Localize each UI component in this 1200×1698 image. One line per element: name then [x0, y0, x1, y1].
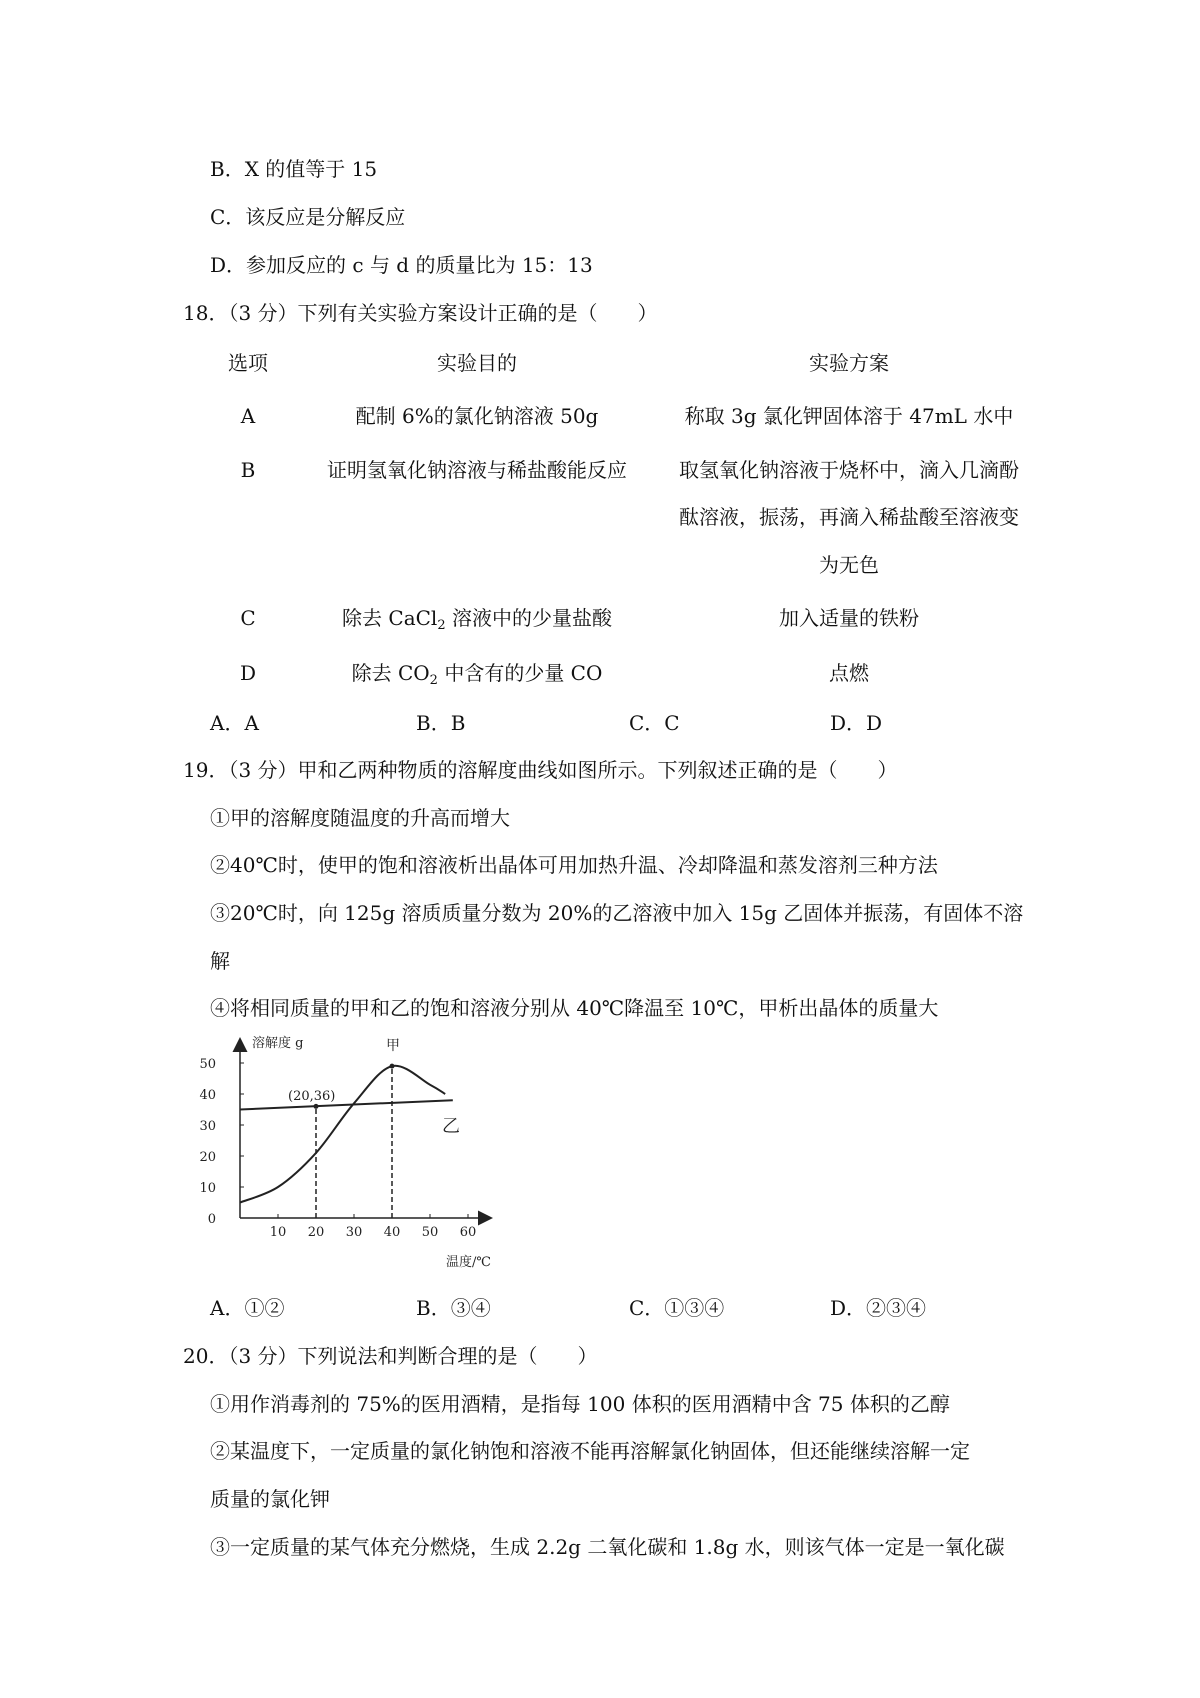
- row-b-plan-2: 酞溶液，振荡，再滴入稀盐酸至溶液变: [679, 505, 1019, 529]
- y-tick-label: 40: [199, 1088, 216, 1103]
- subscript: 2: [437, 618, 446, 633]
- q20-statement-3: ③一定质量的某气体充分燃烧，生成 2.2g 二氧化碳和 1.8g 水，则该气体一定是一氧化碳: [210, 1535, 1005, 1559]
- y-tick-label: 50: [199, 1057, 216, 1072]
- x-tick-label: 10: [269, 1225, 287, 1240]
- q19-stem: 19．（3 分）甲和乙两种物质的溶解度曲线如图所示。下列叙述正确的是（ ）: [183, 758, 898, 782]
- y-axis-label: 溶解度 g: [252, 1036, 304, 1051]
- q19-statement-4: ④将相同质量的甲和乙的饱和溶液分别从 40℃降温至 10℃，甲析出晶体的质量大: [210, 996, 939, 1020]
- text: 溶液中的少量盐酸: [445, 606, 612, 630]
- q19-statement-2: ②40℃时，使甲的饱和溶液析出晶体可用加热升温、冷却降温和蒸发溶剂三种方法: [210, 853, 938, 877]
- x-tick-label: 40: [383, 1225, 401, 1240]
- q19-statement-3: ③20℃时，向 125g 溶质质量分数为 20%的乙溶液中加入 15g 乙固体并振荡，有固体不溶: [210, 901, 1024, 925]
- text: 中含有的少量 CO: [437, 661, 603, 685]
- row-b-option: B: [240, 458, 256, 482]
- x-tick-label: 30: [345, 1225, 363, 1240]
- q19-answer-d[interactable]: D．②③④: [830, 1296, 927, 1320]
- row-a-plan: 称取 3g 氯化钾固体溶于 47mL 水中: [684, 404, 1014, 428]
- q18-answer-a[interactable]: A．A: [210, 711, 259, 735]
- y-tick-label: 30: [199, 1119, 216, 1134]
- row-b-plan-1: 取氢氧化钠溶液于烧杯中，滴入几滴酚: [679, 458, 1019, 482]
- q17-option-c: C．该反应是分解反应: [210, 205, 406, 229]
- x-tick-label: 50: [421, 1225, 439, 1240]
- q20-statement-2-cont: 质量的氯化钾: [210, 1487, 330, 1511]
- x-axis-label: 温度/℃: [446, 1255, 491, 1270]
- q17-option-d: D．参加反应的 c 与 d 的质量比为 15：13: [210, 253, 593, 277]
- q18-answer-b[interactable]: B．B: [416, 711, 466, 735]
- text: 除去 CO: [351, 661, 430, 685]
- y-tick-label: 0: [207, 1212, 216, 1227]
- series-line-yi: [240, 1100, 453, 1109]
- row-c-purpose: [342, 606, 612, 638]
- table-header-plan: 实验方案: [809, 351, 889, 375]
- series-line-jia: [240, 1066, 445, 1203]
- row-b-plan-3: 为无色: [819, 553, 879, 577]
- point-annotation: (20,36): [288, 1089, 336, 1104]
- y-tick-label: 10: [199, 1181, 216, 1196]
- q18-answer-c[interactable]: C．C: [629, 711, 680, 735]
- subscript: 2: [429, 673, 438, 688]
- series-label-jia: 甲: [386, 1038, 400, 1054]
- row-d-option: D: [239, 661, 257, 685]
- q19-answer-c[interactable]: C．①③④: [629, 1296, 725, 1320]
- q19-statement-3-cont: 解: [210, 949, 230, 973]
- row-a-purpose: 配制 6%的氯化钠溶液 50g: [355, 404, 599, 428]
- q20-statement-1: ①用作消毒剂的 75%的医用酒精，是指每 100 体积的医用酒精中含 75 体积的乙醇: [210, 1392, 950, 1416]
- row-a-option: A: [240, 404, 256, 428]
- q19-answer-b[interactable]: B．③④: [416, 1296, 491, 1320]
- table-header-option: 选项: [228, 351, 268, 375]
- solubility-chart: [190, 1030, 510, 1280]
- row-c-plan: 加入适量的铁粉: [779, 606, 919, 630]
- text: 除去 CaCl: [342, 606, 438, 630]
- row-d-purpose: [352, 661, 603, 693]
- q19-answer-a[interactable]: A．①②: [210, 1296, 285, 1320]
- x-tick-label: 20: [307, 1225, 325, 1240]
- q18-answer-d[interactable]: D．D: [830, 711, 883, 735]
- x-tick-label: 60: [459, 1225, 477, 1240]
- q20-statement-2: ②某温度下，一定质量的氯化钠饱和溶液不能再溶解氯化钠固体，但还能继续溶解一定: [210, 1439, 970, 1463]
- q20-stem: 20．（3 分）下列说法和判断合理的是（ ）: [183, 1344, 598, 1368]
- q19-statement-1: ①甲的溶解度随温度的升高而增大: [210, 806, 510, 830]
- row-c-option: C: [240, 606, 256, 630]
- q18-stem: 18．（3 分）下列有关实验方案设计正确的是（ ）: [183, 301, 658, 325]
- series-label-yi: 乙: [442, 1116, 460, 1137]
- table-header-purpose: 实验目的: [437, 351, 517, 375]
- row-b-purpose: 证明氢氧化钠溶液与稀盐酸能反应: [327, 458, 627, 482]
- row-d-plan: 点燃: [829, 661, 869, 685]
- y-tick-label: 20: [199, 1150, 216, 1165]
- q17-option-b: B．X 的值等于 15: [210, 157, 378, 181]
